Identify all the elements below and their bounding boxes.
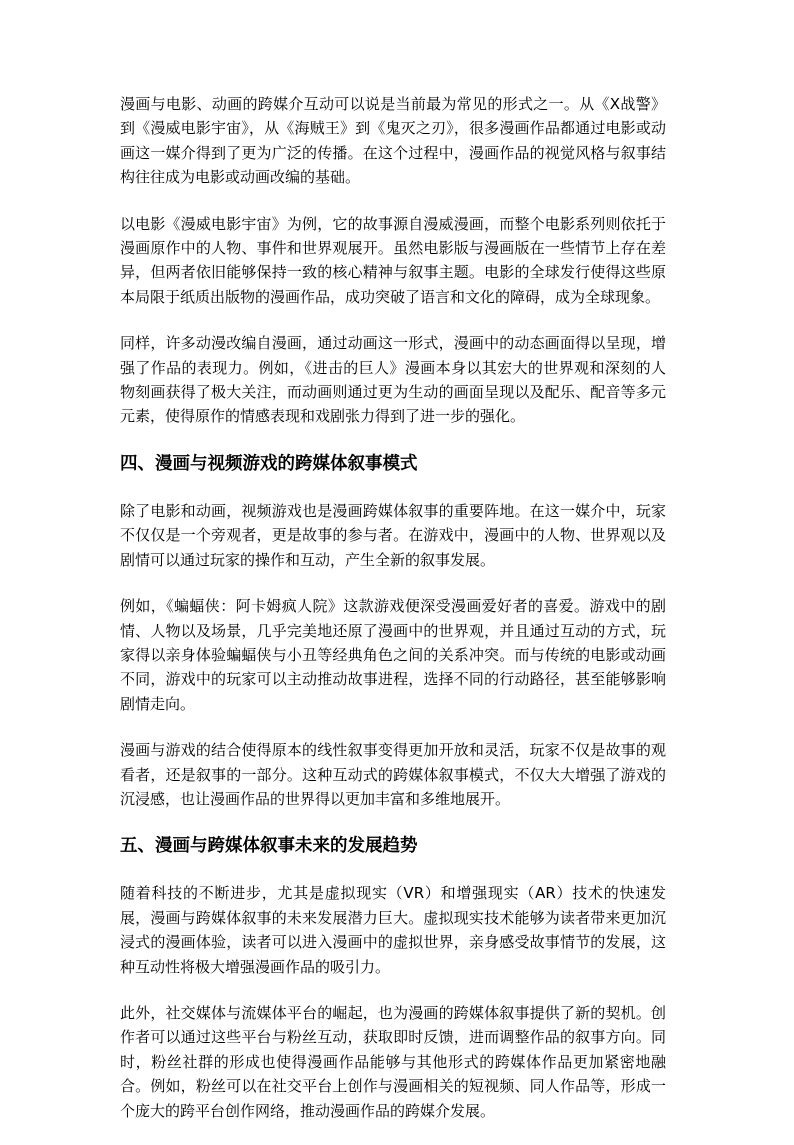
- section-heading-future: 五、漫画与跨媒体叙事未来的发展趋势: [120, 836, 418, 857]
- paragraph-vr-ar: 随着科技的不断进步，尤其是虚拟现实（VR）和增强现实（AR）技术的快速发展，漫画与跨媒体叙事的未来发展潜力巨大。虚拟现实技术能够为读者带来更加沉浸式的漫画体验，读者可以进入漫画中的虚拟世界，亲身感受故事情节的发展，这种互动性将极大增强漫画作品的吸引力。: [120, 884, 666, 976]
- paragraph-film-animation-intro: 漫画与电影、动画的跨媒介互动可以说是当前最为常见的形式之一。从《X战警》到《漫威电影宇宙》，从《海贼王》到《鬼灭之刃》，很多漫画作品都通过电影或动画这一媒介得到了更为广泛的传播。在这个过程中，漫画作品的视觉风格与叙事结构往往成为电影或动画改编的基础。: [120, 95, 666, 187]
- paragraph-games-conclusion: 漫画与游戏的结合使得原本的线性叙事变得更加开放和灵活，玩家不仅是故事的观看者，还是叙事的一部分。这种互动式的跨媒体叙事模式，不仅大大增强了游戏的沉浸感，也让漫画作品的世界得以更加丰富和多维地展开。: [120, 741, 666, 808]
- section-heading-games: 四、漫画与视频游戏的跨媒体叙事模式: [120, 453, 418, 474]
- paragraph-batman-example: 例如，《蝙蝠侠：阿卡姆疯人院》这款游戏便深受漫画爱好者的喜爱。游戏中的剧情、人物以及场景，几乎完美地还原了漫画中的世界观，并且通过互动的方式，玩家得以亲身体验蝙蝠侠与小丑等经典角色之间的关系冲突。而与传统的电影或动画不同，游戏中的玩家可以主动推动故事进程，选择不同的行动路径，甚至能够影响剧情走向。: [120, 597, 666, 713]
- paragraph-social-media: 此外，社交媒体与流媒体平台的崛起，也为漫画的跨媒体叙事提供了新的契机。创作者可以通过这些平台与粉丝互动，获取即时反馈，进而调整作品的叙事方向。同时，粉丝社群的形成也使得漫画作品能够与其他形式的跨媒体作品更加紧密地融合。例如，粉丝可以在社交平台上创作与漫画相关的短视频、同人作品等，形成一个庞大的跨平台创作网络，推动漫画作品的跨媒介发展。: [120, 1003, 666, 1120]
- paragraph-games-intro: 除了电影和动画，视频游戏也是漫画跨媒体叙事的重要阵地。在这一媒介中，玩家不仅仅是一个旁观者，更是故事的参与者。在游戏中，漫画中的人物、世界观以及剧情可以通过玩家的操作和互动，产生全新的叙事发展。: [120, 501, 666, 569]
- paragraph-marvel-example: 以电影《漫威电影宇宙》为例，它的故事源自漫威漫画，而整个电影系列则依托于漫画原作中的人物、事件和世界观展开。虽然电影版与漫画版在一些情节上存在差异，但两者依旧能够保持一致的核心精神与叙事主题。电影的全球发行使得这些原本局限于纸质出版物的漫画作品，成功突破了语言和文化的障碍，成为全球现象。: [120, 214, 666, 306]
- paragraph-attack-on-titan-example: 同样，许多动漫改编自漫画，通过动画这一形式，漫画中的动态画面得以呈现，增强了作品的表现力。例如，《进击的巨人》漫画本身以其宏大的世界观和深刻的人物刻画获得了极大关注，而动画则通过更为生动的画面呈现以及配乐、配音等多元元素，使得原作的情感表现和戏剧张力得到了进一步的强化。: [120, 334, 666, 426]
- document-page: [120, 92, 666, 1145]
